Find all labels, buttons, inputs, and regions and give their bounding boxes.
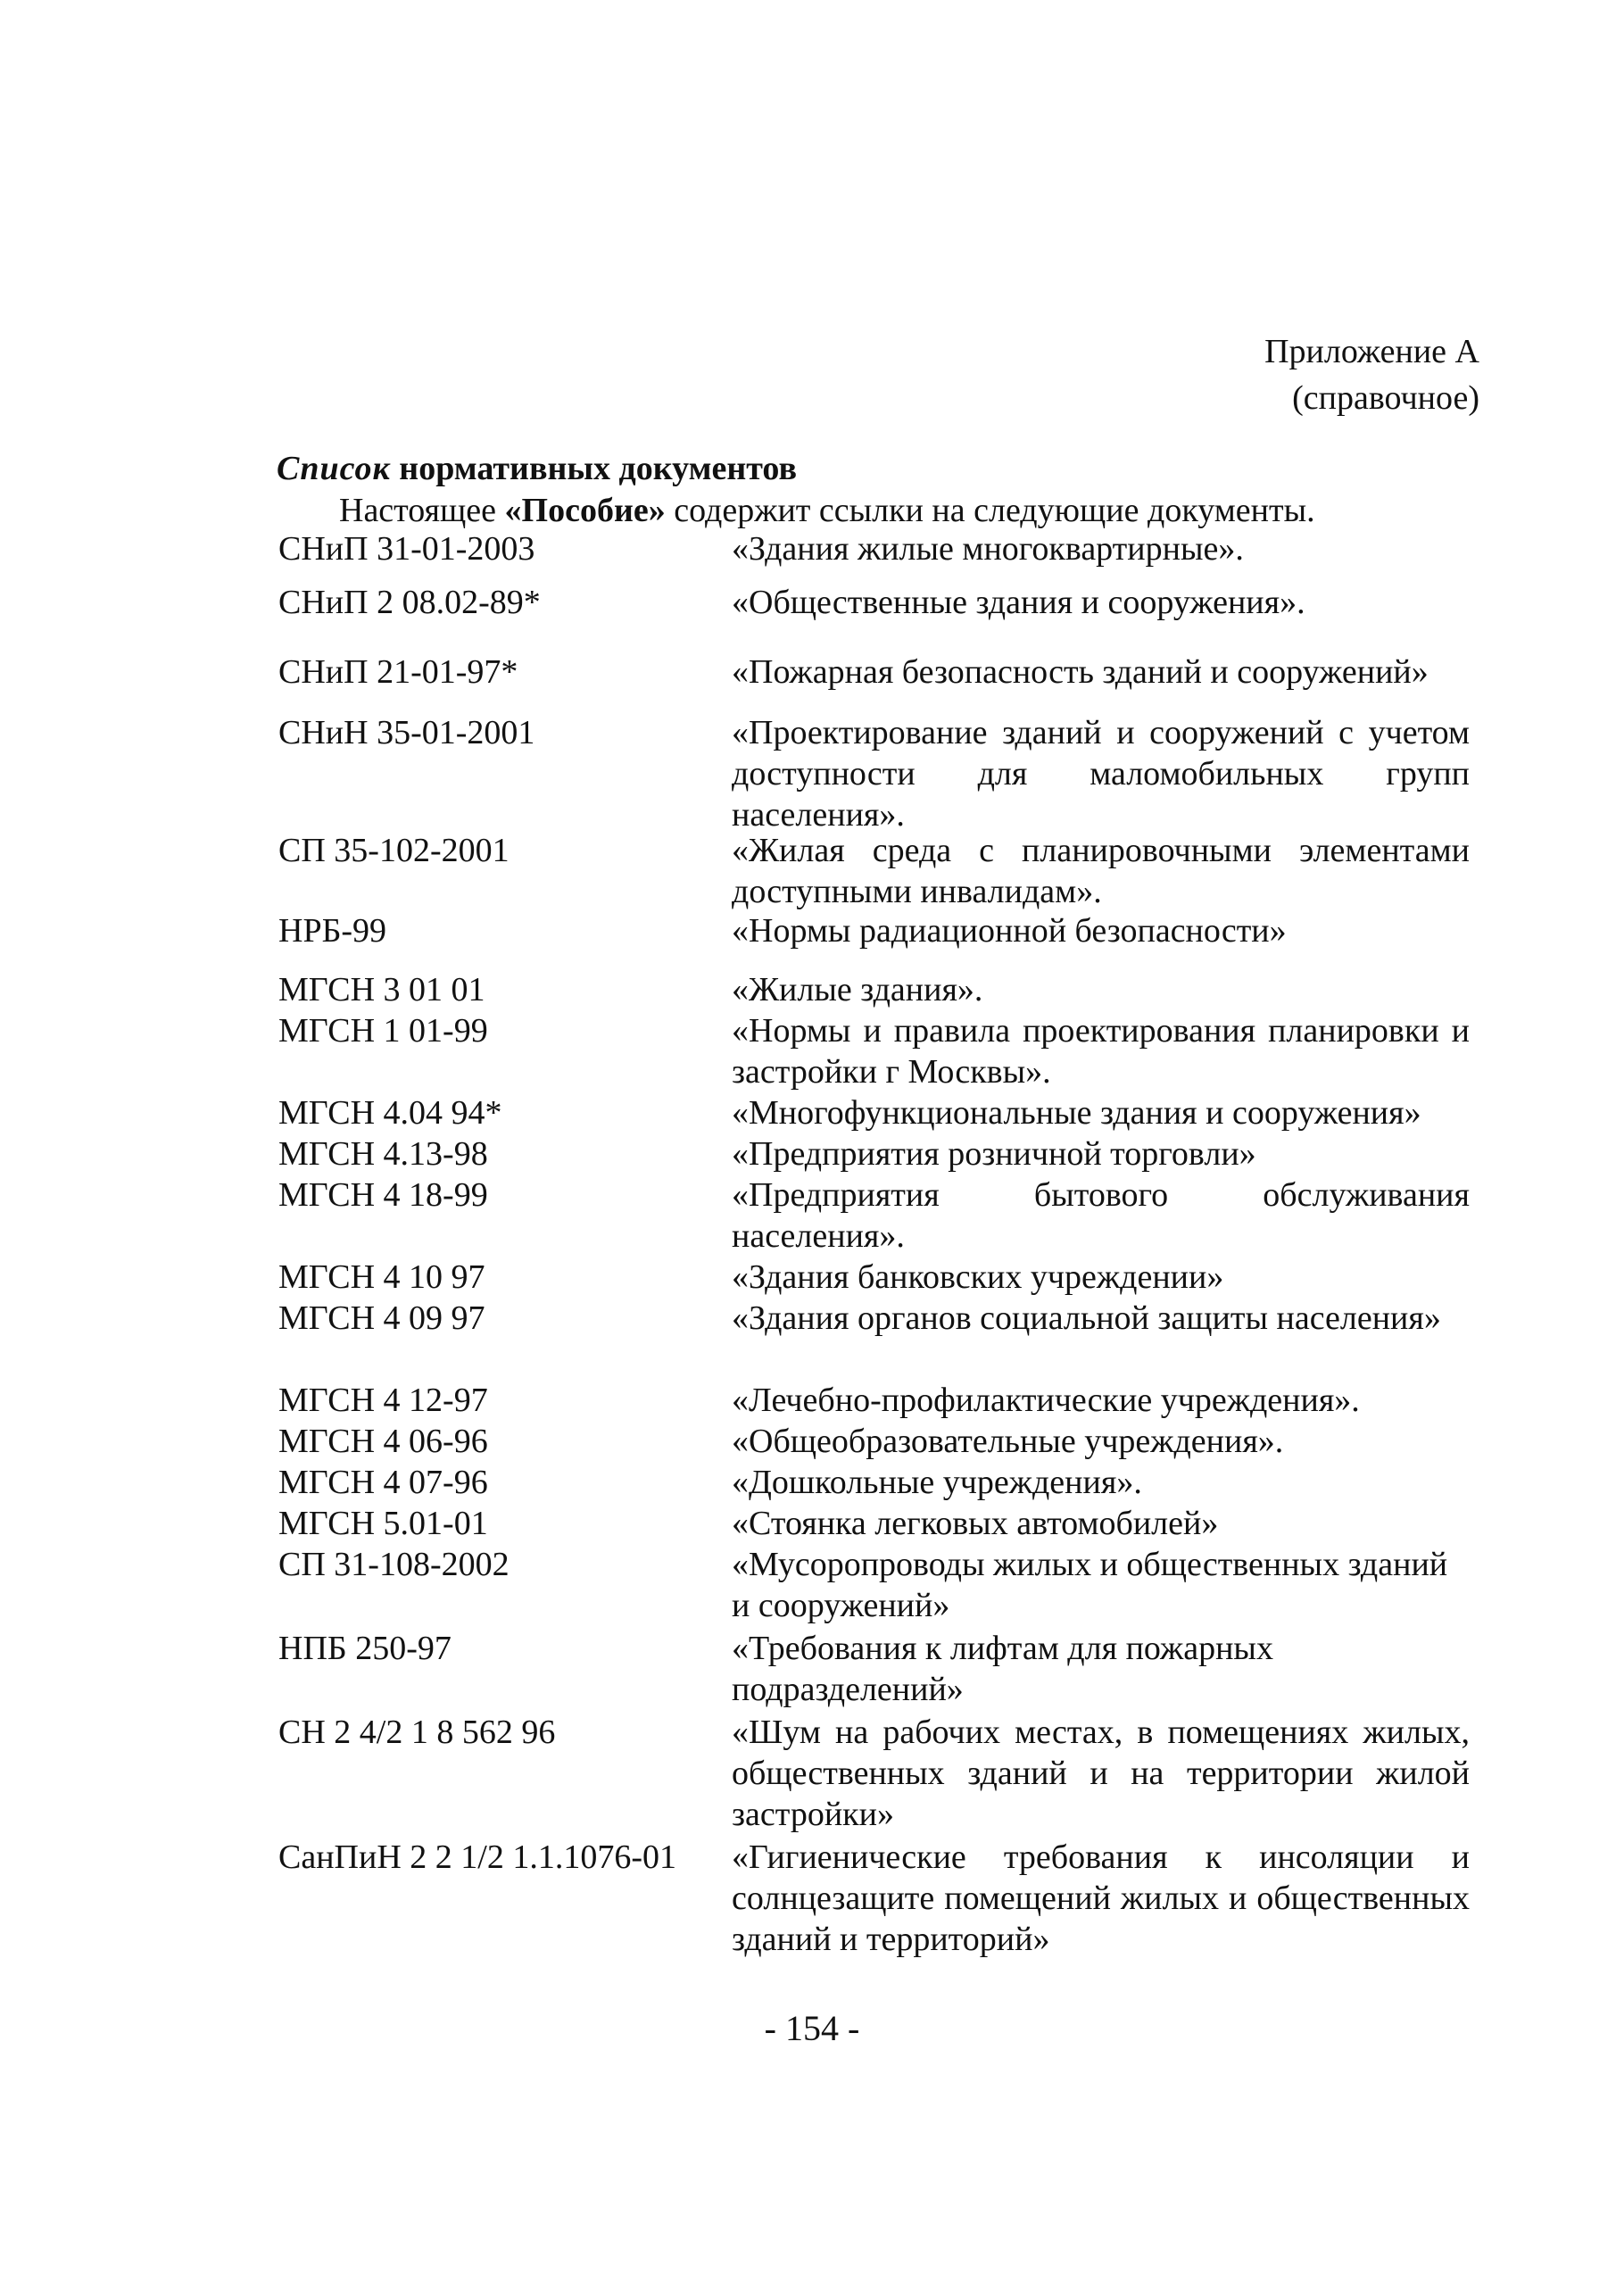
document-name: «Проектирование зданий и сооружений с учетом доступности для маломобильных групп населения».	[732, 714, 1470, 834]
document-code: СП 31-108-2002	[278, 1546, 510, 1583]
document-name: «Общеобразовательные учреждения».	[732, 1423, 1284, 1460]
intro-text	[339, 489, 1315, 532]
document-row	[278, 528, 1470, 582]
document-code: МГСН 4 18-99	[278, 1176, 488, 1214]
document-name: «Гигиенические требования к инсоляции и солнцезащите помещений жилых и общественных зданий и территорий»	[732, 1838, 1470, 1958]
intro-bold: «Пособие»	[504, 492, 666, 529]
appendix-label: Приложение А	[1264, 333, 1479, 370]
document-row	[278, 582, 1470, 651]
document-name: «Шум на рабочих местах, в помещениях жилых, общественных зданий и на территории жилой застройки»	[732, 1714, 1470, 1833]
appendix-type: (справочное)	[1292, 379, 1479, 417]
page-title	[0, 446, 1624, 491]
document-name: «Общественные здания и сооружения».	[732, 584, 1305, 621]
document-row	[278, 1257, 1470, 1298]
document-code: МГСН 4 06-96	[278, 1423, 488, 1460]
document-name: «Мусоропроводы жилых и общественных зданий и сооружений»	[732, 1546, 1448, 1624]
document-name: «Пожарная безопасность зданий и сооружений»	[732, 653, 1429, 691]
document-row	[278, 830, 1470, 910]
document-code: СН 2 4/2 1 8 562 96	[278, 1714, 556, 1751]
document-row	[278, 1174, 1470, 1257]
document-name: «Многофункциональные здания и сооружения»	[732, 1094, 1421, 1132]
document-code: СНиП 31-01-2003	[278, 530, 535, 568]
appendix-header	[1264, 328, 1479, 421]
document-row	[278, 1010, 1470, 1092]
document-code: МГСН 4.13-98	[278, 1135, 488, 1173]
page-number: - 154 -	[764, 2008, 860, 2048]
document-name: «Здания органов социальной защиты населения»	[732, 1299, 1441, 1337]
document-row	[278, 1712, 1470, 1837]
document-row	[278, 910, 1470, 969]
documents-list	[278, 528, 1470, 1962]
document-code: НРБ-99	[278, 912, 387, 950]
document-code: МГСН 4 12-97	[278, 1382, 488, 1419]
document-row	[278, 1503, 1470, 1544]
document-name: «Предприятия бытового обслуживания населения».	[732, 1176, 1470, 1255]
document-row	[278, 969, 1470, 1010]
document-name: «Жилая среда с планировочными элементами доступными инвалидам».	[732, 832, 1470, 910]
document-name: «Стоянка легковых автомобилей»	[732, 1505, 1219, 1542]
document-code: СНиН 35-01-2001	[278, 714, 535, 751]
document-name: «Нормы и правила проектирования планировки и застройки г Москвы».	[732, 1012, 1470, 1091]
document-code: МГСН 4 09 97	[278, 1299, 485, 1337]
document-code: МГСН 4 07-96	[278, 1464, 488, 1501]
document-code: МГСН 4 10 97	[278, 1258, 485, 1296]
document-code: МГСН 1 01-99	[278, 1012, 488, 1050]
document-row	[278, 1837, 1470, 1962]
document-row	[278, 1133, 1470, 1174]
document-name: «Здания банковских учреждении»	[732, 1258, 1224, 1296]
document-name: «Здания жилые многоквартирные».	[732, 530, 1244, 568]
document-code: СП 35-102-2001	[278, 832, 510, 869]
document-code: СНиП 2 08.02-89*	[278, 584, 541, 621]
title-word-list: Список	[277, 450, 391, 487]
document-row	[278, 1544, 1470, 1628]
document-name: «Предприятия розничной торговли»	[732, 1135, 1256, 1173]
document-name: «Жилые здания».	[732, 971, 983, 1008]
document-name: «Требования к лифтам для пожарных подразделений»	[732, 1630, 1273, 1708]
intro-after: содержит ссылки на следующие документы.	[665, 492, 1315, 529]
document-row	[278, 1092, 1470, 1133]
document-row	[278, 1628, 1470, 1712]
document-name: «Лечебно-профилактические учреждения».	[732, 1382, 1360, 1419]
document-code: НПБ 250-97	[278, 1630, 452, 1667]
document-code: СНиП 21-01-97*	[278, 653, 518, 691]
document-code: СанПиН 2 2 1/2 1.1.1076-01	[278, 1838, 676, 1876]
document-code: МГСН 4.04 94*	[278, 1094, 502, 1132]
document-name: «Дошкольные учреждения».	[732, 1464, 1142, 1501]
document-name: «Нормы радиационной безопасности»	[732, 912, 1287, 950]
document-code: МГСН 3 01 01	[278, 971, 485, 1008]
document-row	[278, 1421, 1470, 1462]
document-row	[278, 712, 1470, 834]
intro-before: Настоящее	[339, 492, 505, 529]
document-row	[278, 1298, 1470, 1380]
document-row	[278, 1462, 1470, 1503]
title-rest: нормативных документов	[399, 450, 797, 487]
document-row	[278, 1380, 1470, 1421]
document-row	[278, 651, 1470, 712]
document-code: МГСН 5.01-01	[278, 1505, 488, 1542]
